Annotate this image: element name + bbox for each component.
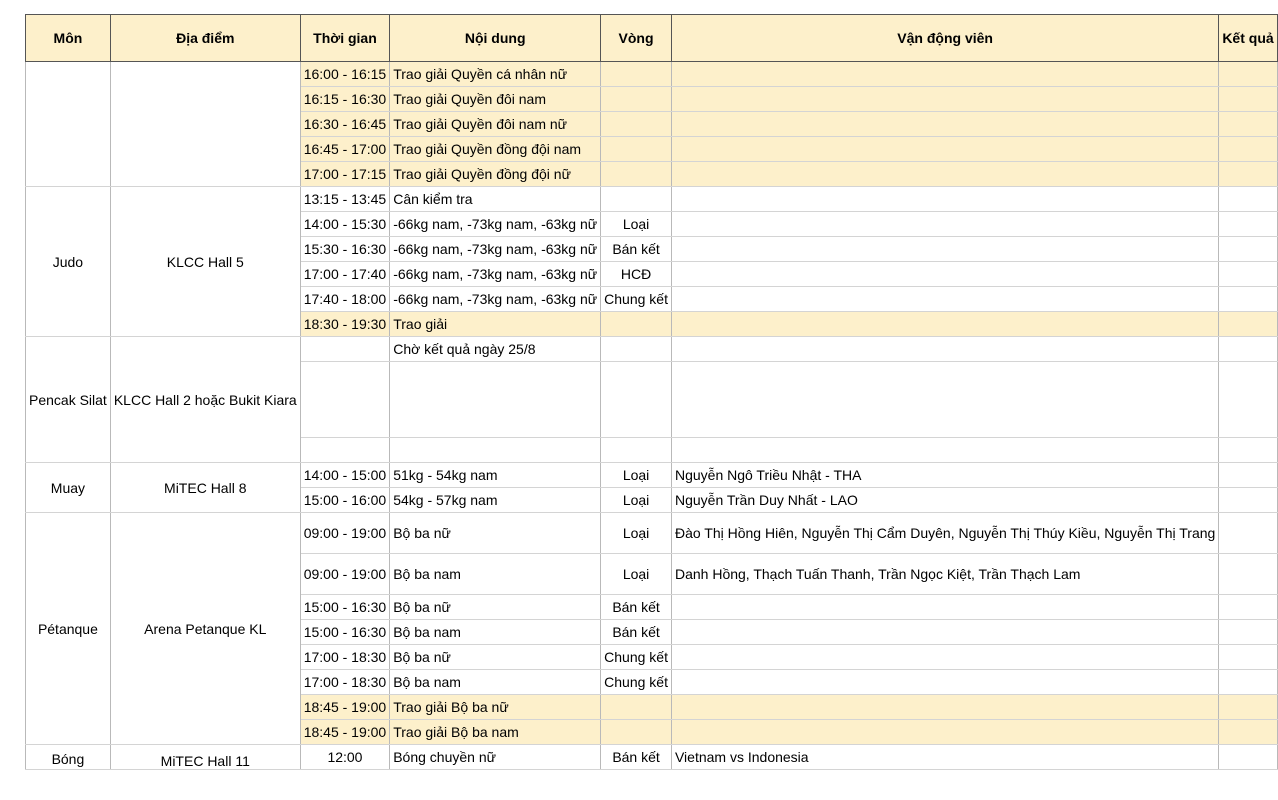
cell-dia-diem-judo: KLCC Hall 5 <box>110 187 300 337</box>
cell-time: 16:00 - 16:15 <box>300 62 390 87</box>
cell-athletes <box>671 595 1218 620</box>
cell-round <box>601 438 672 463</box>
header-dia-diem: Địa điểm <box>110 15 300 62</box>
cell-result <box>1219 463 1277 488</box>
cell-mon-muay: Muay <box>26 463 111 513</box>
cell-time: 14:00 - 15:00 <box>300 463 390 488</box>
cell-content: -66kg nam, -73kg nam, -63kg nữ <box>390 287 601 312</box>
header-vong: Vòng <box>601 15 672 62</box>
cell-result <box>1219 187 1277 212</box>
header-ket-qua: Kết quả <box>1219 15 1277 62</box>
cell-time: 18:30 - 19:30 <box>300 312 390 337</box>
cell-content: 51kg - 54kg nam <box>390 463 601 488</box>
cell-round: Loại <box>601 463 672 488</box>
cell-result <box>1219 312 1277 337</box>
cell-time: 17:40 - 18:00 <box>300 287 390 312</box>
cell-content: -66kg nam, -73kg nam, -63kg nữ <box>390 262 601 287</box>
cell-content: Bộ ba nữ <box>390 595 601 620</box>
cell-round: Bán kết <box>601 595 672 620</box>
cell-athletes: Đào Thị Hồng Hiên, Nguyễn Thị Cẩm Duyên, Nguyễn Thị Thúy Kiều, Nguyễn Thị Trang <box>671 513 1218 554</box>
cell-athletes <box>671 162 1218 187</box>
cell-round <box>601 362 672 438</box>
cell-athletes <box>671 720 1218 745</box>
cell-content: Bộ ba nam <box>390 670 601 695</box>
header-thoi-gian: Thời gian <box>300 15 390 62</box>
cell-result <box>1219 438 1277 463</box>
cell-content: Trao giải Quyền đồng đội nữ <box>390 162 601 187</box>
cell-round <box>601 87 672 112</box>
cell-athletes <box>671 645 1218 670</box>
cell-athletes <box>671 438 1218 463</box>
cell-result <box>1219 554 1277 595</box>
cell-result <box>1219 287 1277 312</box>
table-row <box>26 463 1278 488</box>
cell-round: Loại <box>601 488 672 513</box>
cell-time: 12:00 <box>300 745 390 770</box>
cell-result <box>1219 62 1277 87</box>
cell-result <box>1219 595 1277 620</box>
cell-time: 15:00 - 16:30 <box>300 595 390 620</box>
cell-mon <box>26 62 111 187</box>
cell-time: 17:00 - 18:30 <box>300 645 390 670</box>
cell-round: Bán kết <box>601 620 672 645</box>
cell-athletes <box>671 287 1218 312</box>
cell-round <box>601 187 672 212</box>
cell-athletes <box>671 262 1218 287</box>
cell-athletes <box>671 62 1218 87</box>
cell-round <box>601 720 672 745</box>
cell-time: 13:15 - 13:45 <box>300 187 390 212</box>
cell-time: 16:15 - 16:30 <box>300 87 390 112</box>
cell-result <box>1219 237 1277 262</box>
cell-result <box>1219 745 1277 770</box>
cell-athletes <box>671 237 1218 262</box>
cell-content: Trao giải Quyền đôi nam nữ <box>390 112 601 137</box>
cell-time: 18:45 - 19:00 <box>300 695 390 720</box>
cell-result <box>1219 262 1277 287</box>
cell-result <box>1219 337 1277 362</box>
cell-result <box>1219 513 1277 554</box>
cell-content: Bộ ba nam <box>390 620 601 645</box>
cell-content: Bộ ba nam <box>390 554 601 595</box>
cell-result <box>1219 645 1277 670</box>
cell-round: Loại <box>601 554 672 595</box>
cell-dia-diem-pencak: KLCC Hall 2 hoặc Bukit Kiara <box>110 337 300 463</box>
cell-round <box>601 162 672 187</box>
cell-content: Chờ kết quả ngày 25/8 <box>390 337 601 362</box>
cell-result <box>1219 620 1277 645</box>
cell-round <box>601 112 672 137</box>
cell-result <box>1219 695 1277 720</box>
cell-result <box>1219 670 1277 695</box>
table-row <box>26 62 1278 87</box>
cell-content <box>390 362 601 438</box>
cell-round <box>601 312 672 337</box>
cell-time: 16:45 - 17:00 <box>300 137 390 162</box>
cell-result <box>1219 362 1277 438</box>
cell-athletes <box>671 112 1218 137</box>
cell-dia-diem <box>110 62 300 187</box>
cell-time: 09:00 - 19:00 <box>300 554 390 595</box>
cell-mon-petanque: Pétanque <box>26 513 111 745</box>
cell-result <box>1219 720 1277 745</box>
cell-athletes <box>671 337 1218 362</box>
cell-time: 15:00 - 16:00 <box>300 488 390 513</box>
header-row <box>26 15 1278 62</box>
schedule-table <box>25 14 1278 770</box>
cell-content: Trao giải Quyền đồng đội nam <box>390 137 601 162</box>
cell-content: -66kg nam, -73kg nam, -63kg nữ <box>390 237 601 262</box>
cell-content: 54kg - 57kg nam <box>390 488 601 513</box>
cell-round <box>601 695 672 720</box>
cell-dia-diem-petanque: Arena Petanque KL <box>110 513 300 745</box>
cell-round <box>601 137 672 162</box>
cell-mon-pencak: Pencak Silat <box>26 337 111 463</box>
cell-content: Cân kiểm tra <box>390 187 601 212</box>
cell-athletes <box>671 212 1218 237</box>
cell-content: Bộ ba nữ <box>390 513 601 554</box>
cell-round: Chung kết <box>601 645 672 670</box>
cell-content: Trao giải <box>390 312 601 337</box>
table-row <box>26 337 1278 362</box>
cell-time: 17:00 - 18:30 <box>300 670 390 695</box>
header-mon: Môn <box>26 15 111 62</box>
cell-result <box>1219 112 1277 137</box>
cell-athletes <box>671 87 1218 112</box>
cell-time: 15:30 - 16:30 <box>300 237 390 262</box>
cell-content: -66kg nam, -73kg nam, -63kg nữ <box>390 212 601 237</box>
cell-time: 17:00 - 17:15 <box>300 162 390 187</box>
cell-result <box>1219 162 1277 187</box>
header-van-dong-vien: Vận động viên <box>671 15 1218 62</box>
cell-athletes <box>671 187 1218 212</box>
cell-result <box>1219 212 1277 237</box>
cell-mon-bong: Bóng <box>26 745 111 770</box>
cell-athletes: Nguyễn Ngô Triều Nhật - THA <box>671 463 1218 488</box>
cell-athletes <box>671 620 1218 645</box>
cell-round <box>601 337 672 362</box>
cell-content: Trao giải Quyền cá nhân nữ <box>390 62 601 87</box>
cell-round: Loại <box>601 513 672 554</box>
cell-content: Bộ ba nữ <box>390 645 601 670</box>
cell-mon-judo: Judo <box>26 187 111 337</box>
cell-athletes <box>671 362 1218 438</box>
cell-result <box>1219 137 1277 162</box>
cell-time: 14:00 - 15:30 <box>300 212 390 237</box>
cell-time: 09:00 - 19:00 <box>300 513 390 554</box>
cell-athletes: Danh Hồng, Thạch Tuấn Thanh, Trần Ngọc Kiệt, Trần Thạch Lam <box>671 554 1218 595</box>
cell-athletes: Vietnam vs Indonesia <box>671 745 1218 770</box>
cell-result <box>1219 87 1277 112</box>
cell-round: Bán kết <box>601 745 672 770</box>
header-noi-dung: Nội dung <box>390 15 601 62</box>
cell-time <box>300 337 390 362</box>
cell-time: 15:00 - 16:30 <box>300 620 390 645</box>
cell-time: 16:30 - 16:45 <box>300 112 390 137</box>
cell-time <box>300 438 390 463</box>
cell-time: 17:00 - 17:40 <box>300 262 390 287</box>
cell-athletes <box>671 312 1218 337</box>
cell-round: Loại <box>601 212 672 237</box>
cell-round: Chung kết <box>601 670 672 695</box>
cell-dia-diem-muay: MiTEC Hall 8 <box>110 463 300 513</box>
cell-round: Chung kết <box>601 287 672 312</box>
table-row <box>26 513 1278 554</box>
cell-round: Bán kết <box>601 237 672 262</box>
table-row <box>26 745 1278 770</box>
cell-athletes <box>671 670 1218 695</box>
cell-round <box>601 62 672 87</box>
cell-dia-diem-bong: MiTEC Hall 11 <box>110 745 300 770</box>
cell-round: HCĐ <box>601 262 672 287</box>
cell-athletes <box>671 695 1218 720</box>
cell-content: Trao giải Bộ ba nữ <box>390 695 601 720</box>
cell-content: Bóng chuyền nữ <box>390 745 601 770</box>
cell-content: Trao giải Bộ ba nam <box>390 720 601 745</box>
cell-time <box>300 362 390 438</box>
cell-content <box>390 438 601 463</box>
table-row <box>26 187 1278 212</box>
cell-result <box>1219 488 1277 513</box>
cell-content: Trao giải Quyền đôi nam <box>390 87 601 112</box>
cell-time: 18:45 - 19:00 <box>300 720 390 745</box>
cell-athletes <box>671 137 1218 162</box>
cell-athletes: Nguyễn Trần Duy Nhất - LAO <box>671 488 1218 513</box>
